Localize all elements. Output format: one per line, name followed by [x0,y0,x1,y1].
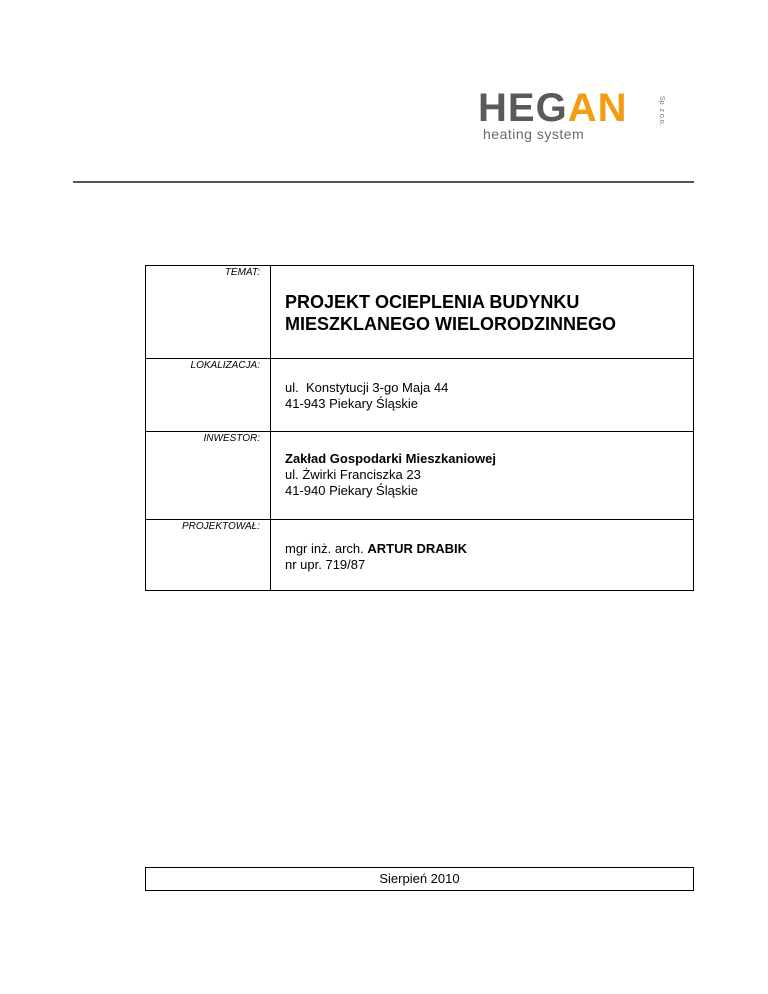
document-date: Sierpień 2010 [145,867,694,891]
row-inwestor [146,432,694,520]
logo-wordmark-part2: AN [567,86,628,130]
value-cell-temat [271,266,694,359]
value-cell-projektowal [271,520,694,591]
investor-name: Zakład Gospodarki Mieszkaniowej [285,451,496,466]
investor-details [271,432,693,499]
location-address [271,359,693,412]
designer-license: nr upr. 719/87 [285,557,366,572]
label-cell-inwestor [146,432,271,520]
designer-name: ARTUR DRABIK [367,541,468,556]
investor-street: ul. Żwirki Franciszka 23 [285,467,421,482]
designer-title: mgr inż. arch. [285,541,368,556]
label-inwestor: INWESTOR: [203,433,260,444]
logo-wordmark-part1: HEG [478,86,568,130]
label-cell-temat [146,266,271,359]
label-lokalizacja: LOKALIZACJA: [190,360,260,371]
investor-city: 41-940 Piekary Śląskie [285,483,418,498]
row-lokalizacja [146,359,694,432]
project-title-line-2: MIESZKLANEGO WIELORODZINNEGO [285,314,616,334]
value-cell-lokalizacja [271,359,694,432]
location-city: 41-943 Piekary Śląskie [285,396,418,411]
company-logo [478,88,678,150]
row-projektowal [146,520,694,591]
label-projektowal: PROJEKTOWAŁ: [182,521,260,532]
logo-legal-form: Sp. z o.o. [658,96,665,126]
designer-details [271,520,693,573]
header-divider [73,181,694,183]
location-street: ul. Konstytucji 3-go Maja 44 [285,380,449,395]
logo-subtitle: heating system [483,126,585,142]
label-cell-projektowal [146,520,271,591]
row-temat [146,266,694,359]
project-title-line-1: PROJEKT OCIEPLENIA BUDYNKU [285,292,580,312]
project-info-table [145,265,694,591]
label-cell-lokalizacja [146,359,271,432]
project-title [271,266,693,335]
logo-wordmark [478,88,627,128]
label-temat: TEMAT: [224,267,260,278]
value-cell-inwestor [271,432,694,520]
